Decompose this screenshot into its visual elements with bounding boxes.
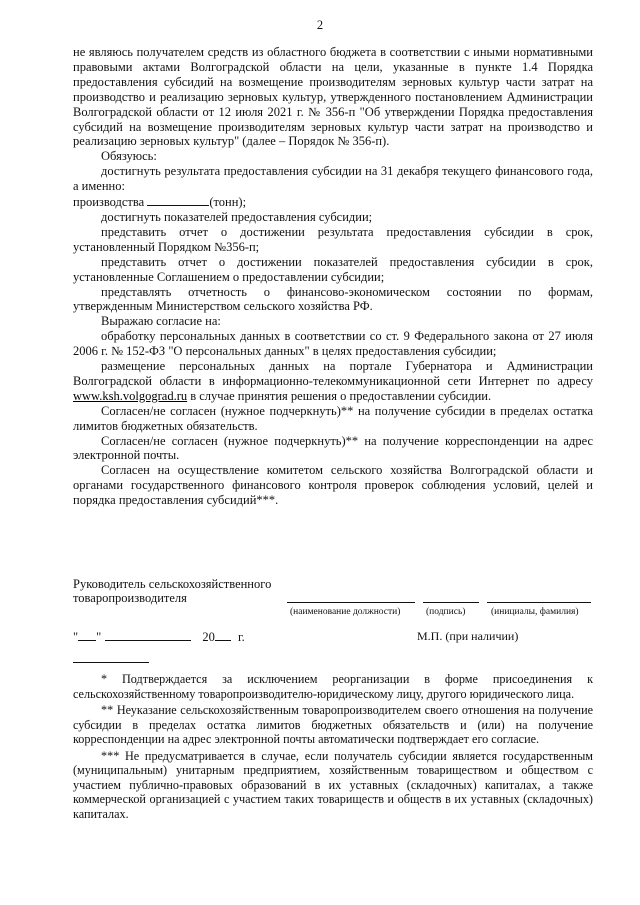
paragraph-report-indicators: представить отчет о достижении показателей предоставления субсидии в срок, установленные Соглашением о предоставлении субсидии;	[73, 254, 593, 284]
year-suffix: г.	[237, 630, 245, 644]
date-open-quote: "	[73, 630, 79, 644]
paragraph-financial-reporting: представлять отчетность о финансово-экономическом состоянии по формам, утвержденным Министерством сельского хозяйства РФ.	[73, 284, 593, 314]
footnote-2: ** Неуказание сельскохозяйственным товаропроизводителем своего отношения на получение субсидии в пределах остатка лимитов бюджетных обязательств и (или) на получение корреспонденции на адрес электронной почты автоматически подтверждает его согласие.	[73, 703, 593, 746]
signature-line[interactable]	[423, 602, 479, 603]
paragraph-consent-limits: Согласен/не согласен (нужное подчеркнуть)** на получение субсидии в пределах остатка лимитов бюджетных обязательств.	[73, 403, 593, 433]
date-close-quote: "	[96, 630, 102, 644]
paragraph-achieve-result: достигнуть результата предоставления субсидии на 31 декабря текущего финансового года, а именно:	[73, 164, 593, 194]
publication-tail: в случае принятия решения о предоставлении субсидии.	[187, 388, 492, 403]
month-blank-field[interactable]	[105, 629, 191, 641]
tons-blank-field[interactable]	[147, 194, 209, 206]
paragraph-obligations-heading: Обязуюсь:	[101, 149, 157, 164]
paragraph-consent-heading: Выражаю согласие на:	[101, 314, 221, 329]
paragraph-achieve-indicators: достигнуть показателей предоставления субсидии;	[101, 209, 373, 224]
signer-title-line2: товаропроизводителя	[73, 591, 187, 605]
year-prefix: 20	[202, 630, 215, 644]
paragraph-consent-inspection: Согласен на осуществление комитетом сельского хозяйства Волгоградской области и органами государственного финансового контроля проверок соблюдения условий, целей и порядка предоставления субсидий***.	[73, 463, 593, 508]
paragraph-personal-data: обработку персональных данных в соответствии со ст. 9 Федерального закона от 27 июля 2006 г. № 152-ФЗ "О персональных данных" в целях предоставления субсидии;	[73, 329, 593, 359]
paragraph-production-tons	[73, 194, 593, 210]
year-blank-field[interactable]	[215, 629, 231, 641]
tons-unit: (тонн);	[209, 195, 247, 210]
footnote-3: *** Не предусматривается в случае, если получатель субсидии является государственным (муниципальным) унитарным предприятием, хозяйственным товариществом и обществом с участием публично-правовых образований в их уставных (складочных) капиталах, а также коммерческой организацией с участием таких товариществ и обществ в их уставных (складочных) капиталах.	[73, 748, 593, 821]
signature-caption: (подпись)	[426, 607, 466, 617]
document-body	[73, 45, 593, 508]
name-caption: (инициалы, фамилия)	[491, 607, 579, 617]
footnote-separator	[73, 662, 149, 663]
day-blank-field[interactable]	[78, 629, 96, 641]
website-link[interactable]: www.ksh.volgograd.ru	[73, 388, 188, 403]
stamp-label: М.П. (при наличии)	[417, 629, 519, 643]
position-caption: (наименование должности)	[290, 607, 401, 617]
paragraph-publication	[73, 359, 593, 404]
production-label: производства	[73, 195, 145, 210]
paragraph-not-recipient: не являюсь получателем средств из областного бюджета в соответствии с иными нормативными правовыми актами Волгоградской области на цели, указанные в пункте 1.4 Порядка предоставления субсидий на возмещение производителям зерновых культур части затрат на производство и реализацию зерновых культур, утвержденного постановлением Администрации Волгоградской области от 12 июля 2021 г. № 356-п "Об утверждении Порядка предоставления субсидий на возмещение производителям зерновых культур части затрат на производство и реализацию зерновых культур" (далее – Порядок № 356-п).	[73, 45, 593, 149]
publication-text: размещение персональных данных на портале Губернатора и Администрации Волгоградской области в информационно-телекоммуникационной сети Интернет по адресу	[73, 359, 593, 388]
position-line[interactable]	[287, 602, 415, 603]
page-number: 2	[316, 18, 324, 32]
footnotes	[73, 662, 593, 823]
name-line[interactable]	[487, 602, 591, 603]
stamp-placeholder	[417, 629, 518, 644]
footnote-1: * Подтверждается за исключением реорганизации в форме присоединения к сельскохозяйственному товаропроизводителю-юридическому лицу, другого юридического лица.	[73, 672, 593, 701]
date-row	[73, 629, 593, 645]
signer-title-line1: Руководитель сельскохозяйственного	[73, 577, 272, 591]
paragraph-consent-email: Согласен/не согласен (нужное подчеркнуть)** на получение корреспонденции на адрес электронной почты.	[73, 433, 593, 463]
signature-block	[73, 577, 593, 644]
paragraph-report-result: представить отчет о достижении результата предоставления субсидии в срок, установленный Порядком №356-п;	[73, 224, 593, 254]
